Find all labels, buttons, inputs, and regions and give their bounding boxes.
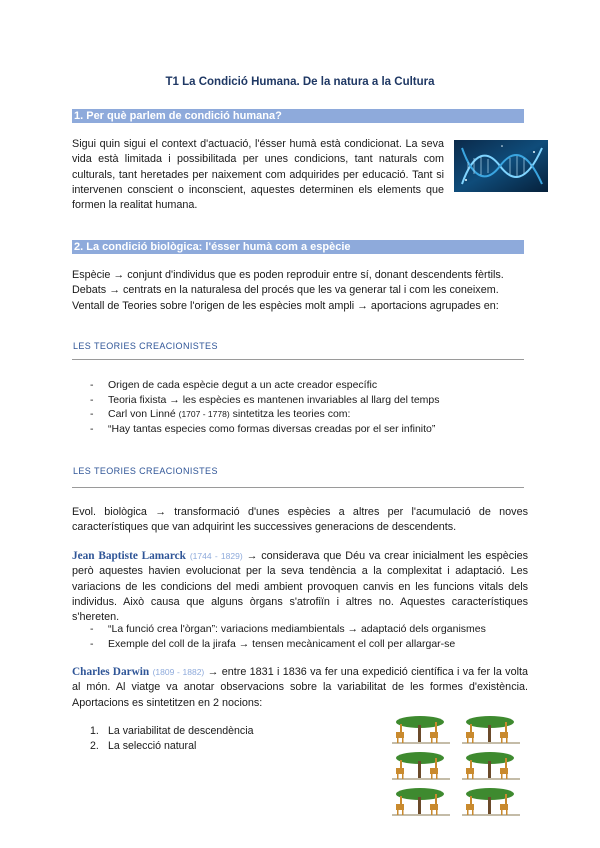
darwin-name: Charles Darwin [72, 666, 150, 678]
section-1-paragraph: Sigui quin sigui el context d'actuació, l'ésser humà està condicionat. La seva vida està limitada i possibilitada per unes condicions, tant naturals com culturals, tant heretades per naixement com adquirides per educació. Tant si intervenen conscient o inconscient, aquestes determinen els elements que formen la realitat humana. [72, 138, 444, 212]
lamarck-dates: (1744 - 1829) [189, 551, 243, 561]
darwin-paragraph [72, 665, 528, 711]
list-item: - Origen de cada espècie degut a un acte creador específic [90, 378, 530, 393]
evolution-intro: Evol. biològica → transformació d'unes espècies a altres per l'acumulació de noves característiques que van adquirint les successives generacions de descendents. [72, 506, 528, 534]
section-2-text [72, 268, 532, 314]
section-2-heading: 2. La condició biològica: l'ésser humà com a espècie [72, 240, 524, 254]
creationist-heading: LES TEORIES CREACIONISTES [73, 341, 218, 351]
darwin-text: → entre 1831 i 1836 va fer una expedició científica i va fer la volta al món. Al viatge va anotar observacions sobre la variabilitat de les formes d'existència. Aportacions es sintetitzen en 2 nocions: [72, 666, 528, 709]
darwin-dates: (1809 - 1882) [152, 667, 205, 677]
lamarck-name: Jean Baptiste Lamarck [72, 550, 186, 562]
evolution-heading: LES TEORIES CREACIONISTES [73, 466, 218, 476]
lamarck-text: → considerava que Déu va crear inicialment les espècies però aquestes havien evolucionat per la seva tendència a la complexitat i adaptació. Les variacions de les condicions del medi ambient provoquen canvis en les funcions vitals dels individus. Això causa que alguns òrgans s'atrofiïn i altres no. Aquestes característiques s'hereten. [72, 550, 528, 624]
definition-line: Espècie → conjunt d'individus que es poden reproduir entre sí, donant descendents fèrtils. [72, 269, 504, 281]
page-title: T1 La Condició Humana. De la natura a la Cultura [165, 76, 435, 88]
linne-text: Carl von Linné [108, 408, 179, 421]
creationist-list [90, 378, 530, 436]
list-item: - Exemple del coll de la jirafa → tensen mecànicament el coll per allargar-se [90, 637, 530, 652]
divider [72, 487, 524, 488]
section-1-heading: 1. Per què parlem de condició humana? [72, 109, 524, 123]
linne-dates: (1707 - 1778) [178, 409, 230, 420]
linne-quote: - “Hay tantas especies como formas diversas creadas por el ser infinito” [90, 422, 530, 437]
debate-line: Debats → centrats en la naturalesa del procés que les va generar tal i com les coneixem. [72, 284, 499, 297]
list-item: 2. La selecció natural [90, 740, 197, 752]
lamarck-list [90, 622, 530, 651]
linne-text-end: sintetitza les teories com: [229, 408, 351, 421]
list-item: 1. La variabilitat de descendència [90, 725, 254, 737]
theories-line: Ventall de Teories sobre l'origen de les espècies molt ampli → aportacions agrupades en: [72, 299, 499, 312]
notions-list [90, 724, 370, 754]
list-item: - Teoria fixista → les espècies es mantenen invariables al llarg del temps [90, 393, 530, 408]
dna-helix-image [454, 140, 548, 192]
lamarck-paragraph [72, 549, 528, 625]
giraffes-illustration [388, 714, 528, 828]
divider [72, 359, 524, 360]
list-item [90, 407, 530, 422]
list-item: - “La funció crea l'òrgan”: variacions mediambientals → adaptació dels organismes [90, 622, 530, 637]
